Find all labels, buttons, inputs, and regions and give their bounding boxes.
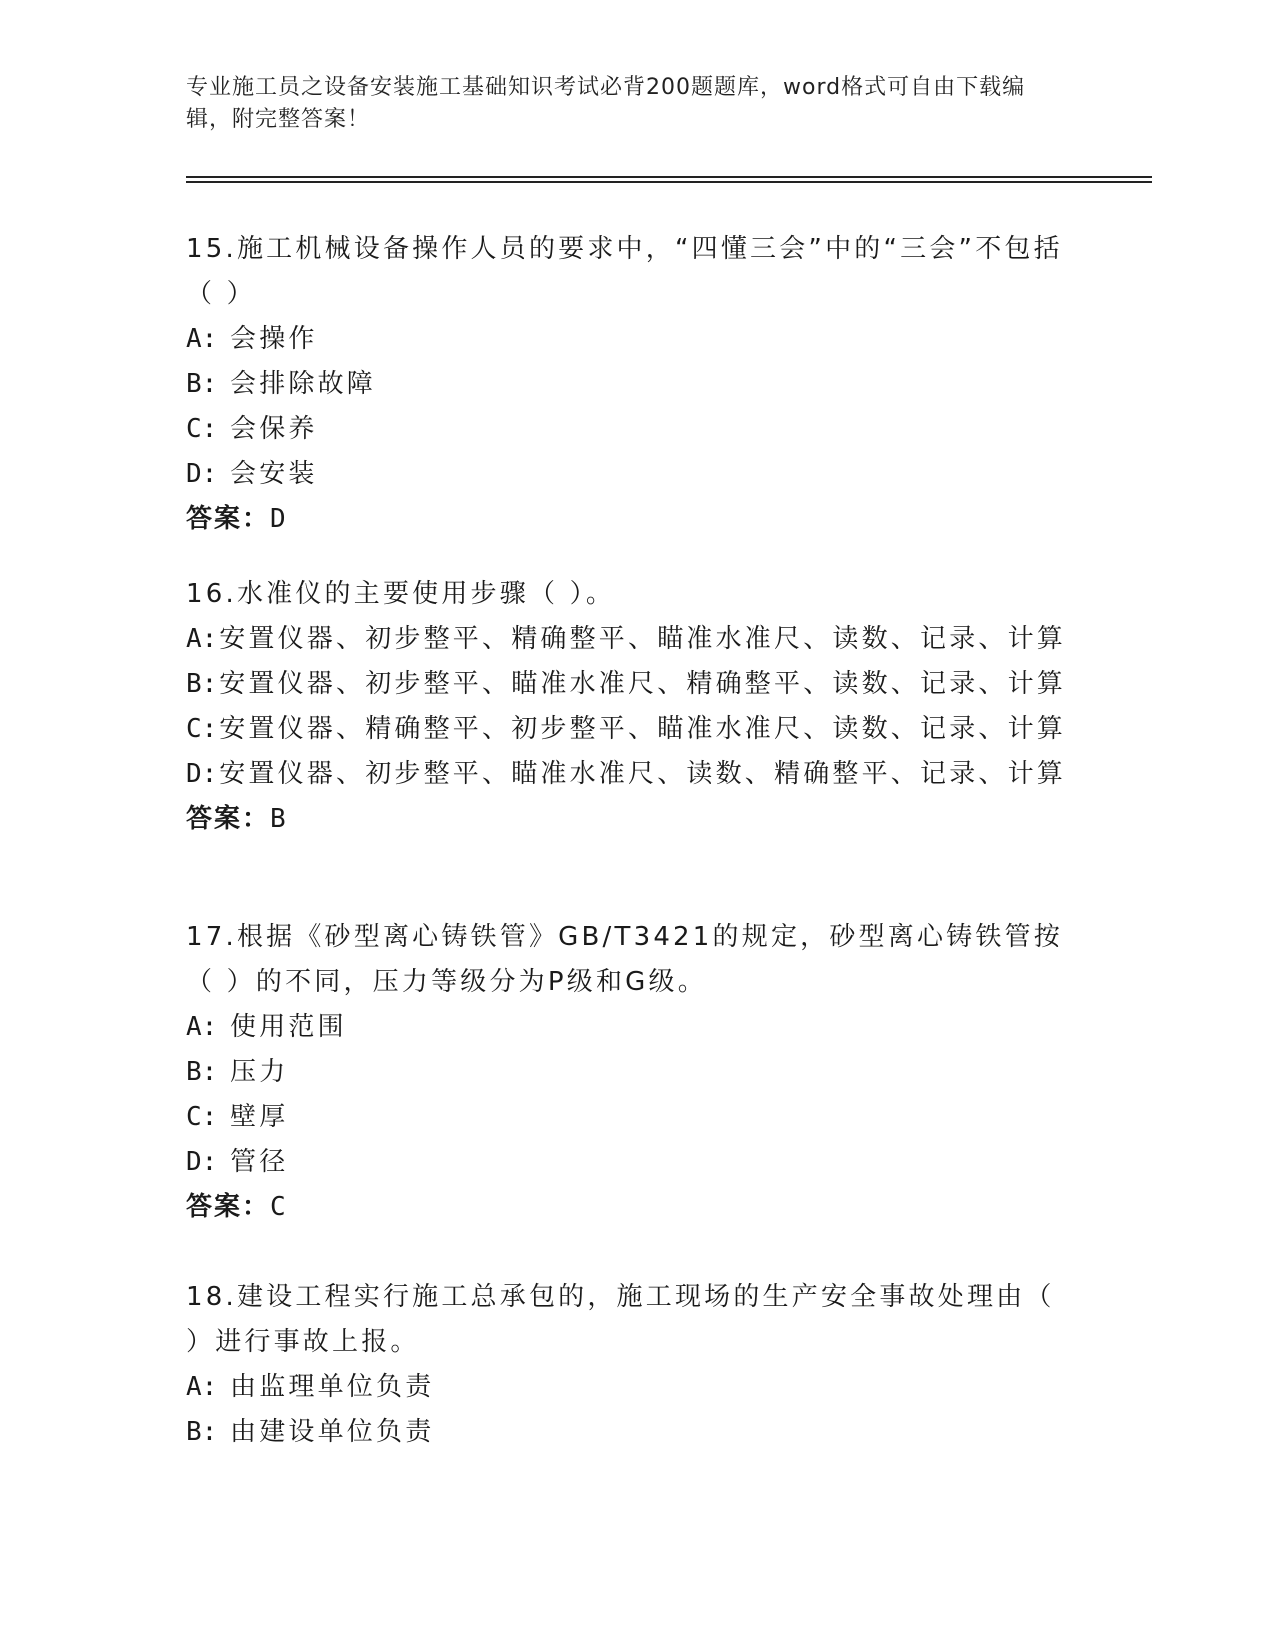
option-text: 由监理单位负责 [230, 1372, 435, 1402]
option-text: 压力 [230, 1057, 289, 1087]
option-text: 壁厚 [230, 1102, 289, 1132]
option-a [186, 1365, 1066, 1410]
option-letter: B: [186, 1417, 218, 1447]
option-letter: B: [186, 369, 218, 399]
option-c [186, 1095, 1066, 1140]
option-letter: A: [186, 324, 218, 354]
option-text: 安置仪器、初步整平、瞄准水准尺、读数、精确整平、记录、计算 [219, 759, 1066, 789]
answer-value: C [270, 1192, 286, 1222]
question-15 [186, 227, 1066, 542]
option-letter: D: [186, 459, 218, 489]
question-stem: 18.建设工程实行施工总承包的，施工现场的生产安全事故处理由（ ）进行事故上报。 [186, 1282, 1055, 1357]
question-stem: 15.施工机械设备操作人员的要求中，“四懂三会”中的“三会”不包括（ ） [186, 234, 1063, 309]
option-a [186, 317, 1066, 362]
option-text: 会操作 [230, 324, 318, 354]
question-18 [186, 1275, 1066, 1455]
answer-line [186, 797, 1066, 842]
answer-label: 答案： [186, 804, 271, 834]
answer-label: 答案： [186, 1192, 271, 1222]
option-c [186, 707, 1066, 752]
option-text: 安置仪器、初步整平、精确整平、瞄准水准尺、读数、记录、计算 [219, 624, 1066, 654]
option-text: 安置仪器、初步整平、瞄准水准尺、精确整平、读数、记录、计算 [219, 669, 1066, 699]
option-text: 会保养 [230, 414, 318, 444]
option-text: 管径 [230, 1147, 289, 1177]
question-16 [186, 572, 1066, 842]
option-b [186, 362, 1066, 407]
option-b [186, 662, 1066, 707]
option-letter: A: [186, 1372, 218, 1402]
option-letter: C: [186, 1102, 218, 1132]
answer-value: B [270, 804, 286, 834]
option-d [186, 752, 1066, 797]
option-letter: B: [186, 669, 218, 699]
answer-label: 答案： [186, 504, 271, 534]
option-letter: C: [186, 414, 218, 444]
option-letter: C: [186, 714, 218, 744]
option-letter: D: [186, 759, 218, 789]
answer-line [186, 1185, 1066, 1230]
option-text: 使用范围 [230, 1012, 347, 1042]
option-a [186, 1005, 1066, 1050]
option-text: 会排除故障 [230, 369, 377, 399]
option-d [186, 452, 1066, 497]
option-a [186, 617, 1066, 662]
question-stem: 16.水准仪的主要使用步骤（ ）。 [186, 579, 616, 609]
question-17 [186, 915, 1066, 1230]
option-c [186, 407, 1066, 452]
option-letter: B: [186, 1057, 218, 1087]
option-text: 由建设单位负责 [230, 1417, 435, 1447]
option-letter: D: [186, 1147, 218, 1177]
header-divider-bottom [186, 181, 1152, 183]
option-b [186, 1410, 1066, 1455]
header-divider-top [186, 176, 1152, 178]
answer-line [186, 497, 1066, 542]
option-letter: A: [186, 624, 218, 654]
option-text: 安置仪器、精确整平、初步整平、瞄准水准尺、读数、记录、计算 [219, 714, 1066, 744]
option-text: 会安装 [230, 459, 318, 489]
option-letter: A: [186, 1012, 218, 1042]
document-header: 专业施工员之设备安装施工基础知识考试必背200题题库，word格式可自由下载编辑，附完整答案！ [186, 75, 1026, 132]
question-stem: 17.根据《砂型离心铸铁管》GB/T3421的规定，砂型离心铸铁管按（ ）的不同，压力等级分为P级和G级。 [186, 922, 1063, 997]
option-d [186, 1140, 1066, 1185]
answer-value: D [270, 504, 286, 534]
option-b [186, 1050, 1066, 1095]
